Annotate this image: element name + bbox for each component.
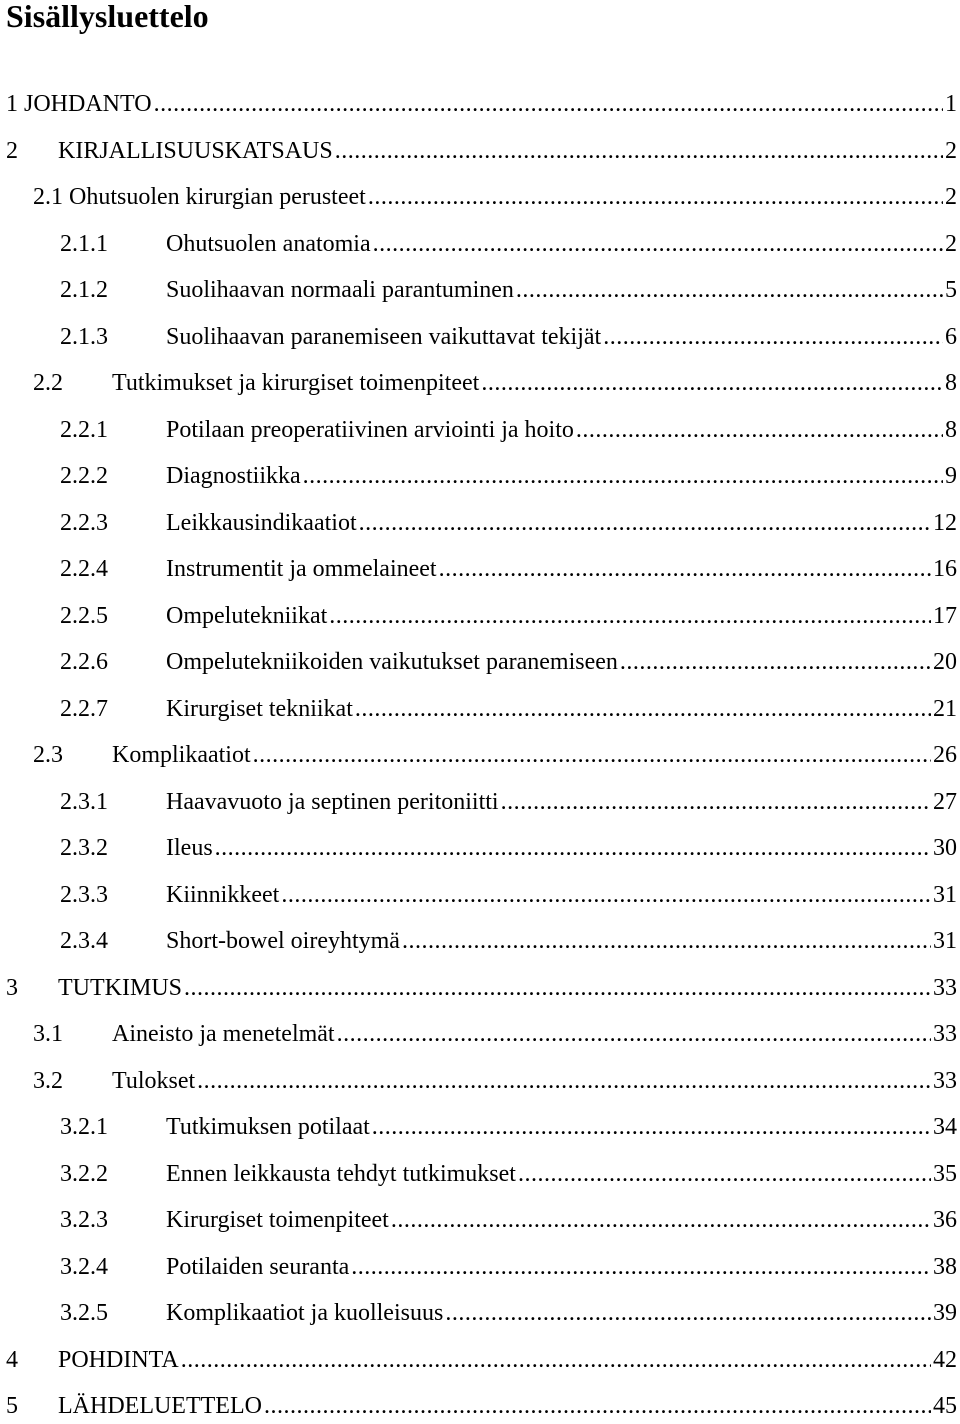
toc-dot-leader [391,1202,931,1238]
toc-entry-number: 2.1.2 [60,277,108,303]
toc-entry-page: 16 [933,556,957,582]
toc-entry-page: 35 [933,1160,957,1187]
toc-dot-leader [281,877,931,913]
toc-entry[interactable] [60,458,957,494]
toc-entry[interactable] [60,877,957,913]
toc-dot-leader [359,505,931,541]
toc-entry-title: Potilaan preoperatiivinen arviointi ja hoito [166,416,574,443]
toc-dot-leader [373,226,943,262]
toc-entry[interactable] [60,784,957,820]
toc-entry[interactable] [60,691,957,727]
toc-entry-page: 39 [933,1300,957,1326]
toc-entry-number: 3.2.3 [60,1207,108,1233]
toc-entry[interactable] [60,505,957,541]
toc-entry-page: 45 [933,1393,957,1419]
toc-dot-leader [253,737,931,773]
toc-entry-page: 31 [933,881,957,908]
toc-entry-title: Ohutsuolen anatomia [166,230,371,257]
toc-entry-title: POHDINTA [58,1346,179,1373]
toc-entry-page: 1 [945,91,957,117]
toc-entry-title: Ileus [166,835,213,861]
toc-entry-page: 2 [945,230,957,257]
toc-entry-number: 3.2.5 [60,1300,108,1326]
toc-entry[interactable] [60,923,957,959]
toc-entry-title: Tulokset [112,1067,196,1094]
toc-dot-leader [576,412,943,448]
toc-entry-number: 5 [6,1393,18,1419]
toc-dot-leader [181,1342,931,1378]
toc-entry-number: 2.3.1 [60,788,108,815]
toc-dot-leader [303,458,943,494]
toc-entry-page: 9 [945,463,957,489]
toc-entry-number: 2.1 [33,184,63,210]
toc-entry-number: 2.3.4 [60,928,108,954]
toc-entry-page: 5 [945,277,957,303]
toc-entry-title: Tutkimukset ja kirurgiset toimenpiteet [112,370,480,396]
toc-entry[interactable] [33,1063,957,1099]
toc-entry-page: 8 [945,416,957,443]
toc-dot-leader [372,1109,931,1145]
toc-entry[interactable] [33,179,957,215]
toc-entry-title: Leikkausindikaatiot [166,509,357,536]
toc-entry-number: 2.2.2 [60,463,108,489]
toc-entry-number: 3 [6,974,18,1001]
toc-dot-leader [335,133,943,169]
toc-entry-title: Ompelutekniikat [166,602,328,629]
toc-entry-page: 30 [933,835,957,861]
toc-entry-page: 33 [933,1067,957,1094]
toc-entry-title: Ompelutekniikoiden vaikutukset paranemiseen [166,649,618,675]
toc-dot-leader [439,551,931,587]
toc-dot-leader [264,1388,931,1424]
toc-entry[interactable] [60,598,957,634]
toc-dot-leader [402,923,931,959]
toc-entry[interactable] [60,644,957,680]
toc-entry-number: 2.2.5 [60,602,108,629]
toc-entry[interactable] [60,1295,957,1331]
toc-entry-number: 2.3 [33,742,63,768]
toc-entry[interactable] [60,272,957,308]
toc-entry-page: 8 [945,370,957,396]
toc-entry-title: JOHDANTO [24,91,152,117]
toc-entry[interactable] [33,737,957,773]
toc-entry-number: 2.2.7 [60,695,108,722]
toc-dot-leader [184,970,931,1006]
toc-entry-title: LÄHDELUETTELO [58,1393,262,1419]
toc-entry-title: Haavavuoto ja septinen peritoniitti [166,788,499,815]
toc-entry-page: 21 [933,695,957,722]
toc-entry-title: Tutkimuksen potilaat [166,1114,370,1140]
toc-entry-page: 2 [945,184,957,210]
toc-dot-leader [620,644,931,680]
toc-entry-title: Kiinnikkeet [166,881,280,908]
toc-entry-number: 2.1.1 [60,230,108,257]
toc-entry[interactable] [60,1249,957,1285]
page-title: Sisällysluettelo [6,0,209,34]
toc-entry[interactable] [60,551,957,587]
toc-entry-number: 1 [6,91,18,117]
toc-dot-leader [445,1295,931,1331]
toc-entry[interactable] [60,830,957,866]
toc-entry-number: 2.2.4 [60,556,108,582]
toc-entry[interactable] [60,319,957,355]
toc-dot-leader [154,86,943,122]
toc-entry[interactable] [60,412,957,448]
toc-entry-number: 4 [6,1346,18,1373]
toc-entry-page: 26 [933,742,957,768]
toc-entry[interactable] [33,1016,957,1052]
toc-entry-page: 42 [933,1346,957,1373]
toc-entry[interactable] [6,133,957,169]
toc-entry-title: Instrumentit ja ommelaineet [166,556,437,582]
toc-entry-page: 38 [933,1253,957,1280]
toc-entry-number: 2.2.1 [60,416,108,443]
toc-entry-title: Suolihaavan paranemiseen vaikuttavat tekijät [166,323,602,350]
toc-entry[interactable] [33,365,957,401]
toc-entry-number: 2.3.2 [60,835,108,861]
toc-entry-number: 2.1.3 [60,323,108,350]
toc-entry[interactable] [60,1156,957,1192]
toc-entry-page: 12 [933,509,957,536]
toc-entry-number: 2.3.3 [60,881,108,908]
toc-entry[interactable] [6,86,957,122]
toc-entry-number: 3.2 [33,1067,63,1094]
toc-dot-leader [329,598,931,634]
toc-entry-title: Ennen leikkausta tehdyt tutkimukset [166,1160,516,1187]
toc-entry-page: 33 [933,1021,957,1047]
toc-entry-page: 20 [933,649,957,675]
toc-entry-number: 2.2.3 [60,509,108,536]
toc-entry-title: KIRJALLISUUSKATSAUS [58,137,333,164]
toc-entry-title: Aineisto ja menetelmät [112,1021,335,1047]
toc-entry-title: Short-bowel oireyhtymä [166,928,400,954]
toc-entry-page: 2 [945,137,957,164]
toc-entry[interactable] [60,226,957,262]
toc-entry-title: Kirurgiset toimenpiteet [166,1207,389,1233]
toc-entry-title: TUTKIMUS [58,974,182,1001]
toc-entry-title: Komplikaatiot ja kuolleisuus [166,1300,444,1326]
toc-entry-title: Kirurgiset tekniikat [166,695,353,722]
toc-entry-title: Diagnostiikka [166,463,301,489]
toc-dot-leader [351,1249,931,1285]
toc-dot-leader [355,691,931,727]
toc-dot-leader [215,830,931,866]
toc-entry[interactable] [60,1109,957,1145]
toc-dot-leader [603,319,943,355]
toc-dot-leader [501,784,931,820]
toc-entry-number: 3.2.1 [60,1114,108,1140]
toc-entry-number: 3.2.2 [60,1160,108,1187]
toc-entry-title: Ohutsuolen kirurgian perusteet [69,184,366,210]
toc-entry-title: Suolihaavan normaali parantuminen [166,277,514,303]
toc-entry-page: 36 [933,1207,957,1233]
toc-entry-page: 27 [933,788,957,815]
toc-dot-leader [481,365,943,401]
toc-entry-number: 3.1 [33,1021,63,1047]
toc-entry-number: 2.2 [33,370,63,396]
toc-entry[interactable] [6,1342,957,1378]
toc-dot-leader [368,179,943,215]
toc-entry[interactable] [60,1202,957,1238]
toc-entry[interactable] [6,1388,957,1424]
toc-entry-number: 2 [6,137,18,164]
toc-entry[interactable] [6,970,957,1006]
toc-entry-page: 17 [933,602,957,629]
toc-entry-page: 31 [933,928,957,954]
toc-entry-page: 33 [933,974,957,1001]
toc-dot-leader [197,1063,931,1099]
toc-entry-page: 6 [945,323,957,350]
toc-entry-title: Potilaiden seuranta [166,1253,350,1280]
toc-entry-number: 2.2.6 [60,649,108,675]
toc-entry-title: Komplikaatiot [112,742,251,768]
toc-dot-leader [337,1016,931,1052]
toc-dot-leader [518,1156,931,1192]
toc-dot-leader [516,272,943,308]
toc-entry-page: 34 [933,1114,957,1140]
toc-entry-number: 3.2.4 [60,1253,108,1280]
